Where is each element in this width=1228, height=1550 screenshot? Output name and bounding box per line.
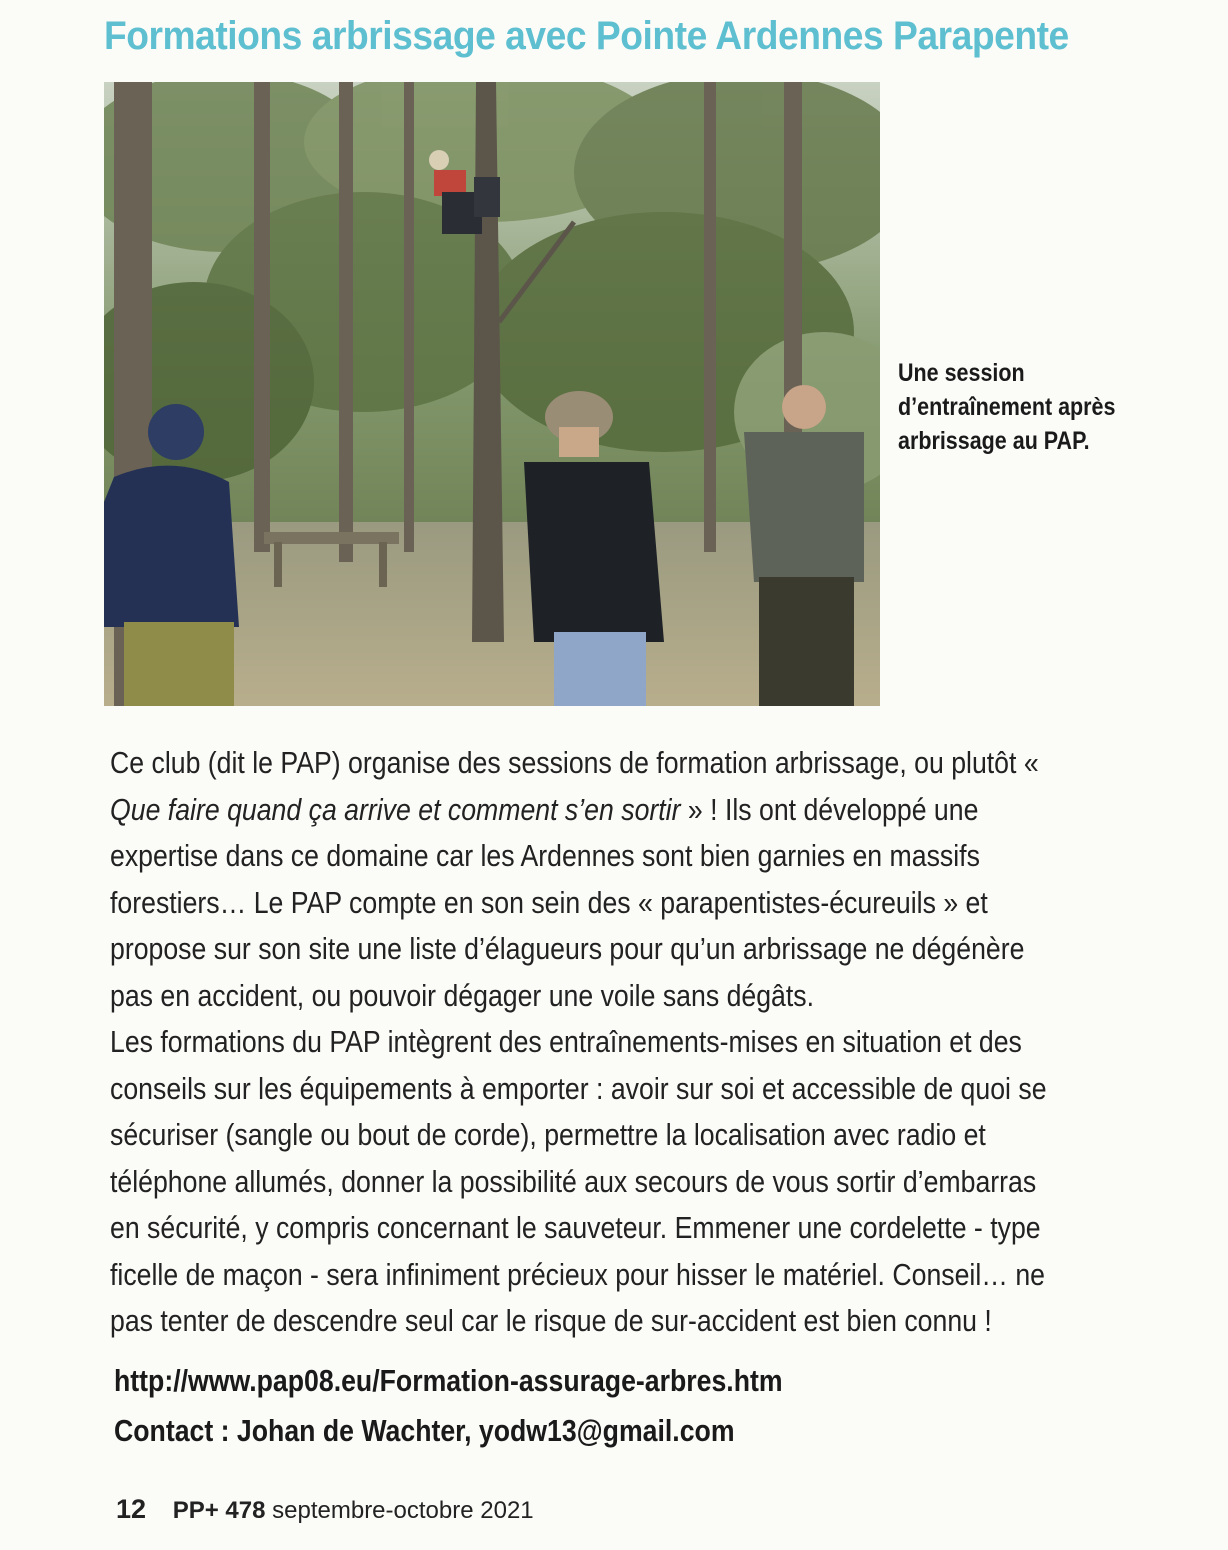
contact-line: Contact : Johan de Wachter, yodw13@gmail.com [114,1413,735,1448]
website-link[interactable]: http://www.pap08.eu/Formation-assurage-arbres.htm [114,1363,783,1398]
body-paragraph-2: Les formations du PAP intègrent des entraînements-mises en situation et des conseils sur les équipements à emporter : avoir sur soi et accessible de quoi se sécuriser (sangle ou bout de corde), permettre la localisation avec radio et téléphone allumés, donner la possibilité aux secours de vous sortir d’embarras en sécurité, y compris concernant le sauveteur. Emmener une cordelette - type ficelle de maçon - sera infiniment précieux pour hisser le matériel. Conseil… ne pas tenter de descendre seul car le risque de sur-accident est bien connu ! [110,1024,1047,1338]
body-text-segment: » ! Ils ont développé une expertise dans ce domaine car les Ardennes sont bien garnies en massifs forestiers… Le PAP compte en son sein des « parapentistes-écureuils » et propose sur son site une liste d’élagueurs pour qu’un arbrissage ne dégénère pas en accident, ou pouvoir dégager une voile sans dégâts. [110,791,1025,1013]
page-footer [116,1494,534,1525]
body-text-segment: Ce club (dit le PAP) organise des sessions de formation arbrissage, ou plutôt « [110,745,1039,780]
article-title: Formations arbrissage avec Pointe Ardennes Parapente [104,14,1069,58]
magazine-issue: PP+ 478 [172,1497,266,1524]
photo-caption: Une session d’entraînement après arbrissage au PAP. [898,359,1116,455]
body-paragraph-1 [110,740,1056,1019]
body-quote: Que faire quand ça arrive et comment s’en sortir [110,791,681,827]
article-body [110,740,1056,1345]
issue-date: septembre-octobre 2021 [272,1497,534,1524]
page-number: 12 [116,1494,147,1524]
article-links [114,1356,1060,1456]
article-photo [104,82,880,706]
forest-photo-image [104,82,880,706]
